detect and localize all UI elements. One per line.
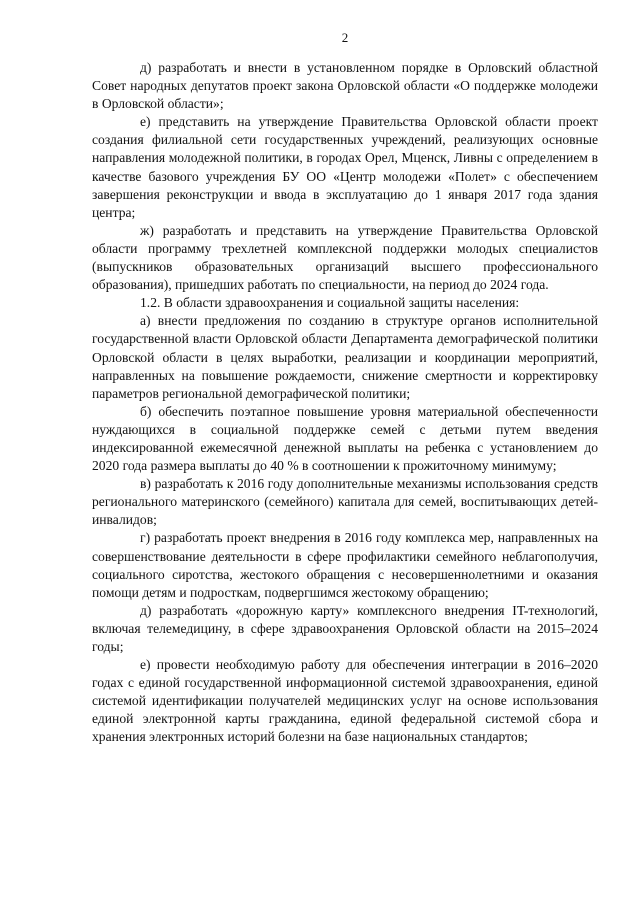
paragraph-e-health-integration: е) провести необходимую работу для обеспечения интеграции в 2016–2020 годах с единой государственной информационной системой здравоохранения, единой системой идентификации получателей медицинских услуг на основе использования единой электронной карты гражданина, единой федеральной системой сбора и хранения электронных историй болезни на базе национальных стандартов; (92, 657, 598, 745)
paragraph-b-family-support: б) обеспечить поэтапное повышение уровня материальной обеспеченности нуждающихся в социальной поддержке семей с детьми путем введения индексированной ежемесячной денежной выплаты на ребенка с установлением до 2020 года размера выплаты до 40 % в соотношении к прожиточному минимуму; (92, 403, 598, 474)
page-number: 2 (341, 30, 349, 45)
paragraph-e-youth-network: е) представить на утверждение Правительства Орловской области проект создания филиальной сети государственных учреждений, реализующих основные направления молодежной политики, в городах Орел, Мценск, Ливны с определением в качестве базового учреждения БУ ОО «Центр молодежи «Полет» с обеспечением завершения реконструкции и ввода в эксплуатацию до 1 января 2017 года здания центра; (92, 114, 598, 220)
paragraph-d-it-roadmap: д) разработать «дорожную карту» комплексного внедрения IT-технологий, включая телемедицину, в сфере здравоохранения Орловской области на 2015–2024 годы; (92, 602, 598, 654)
paragraph-zh-young-specialists: ж) разработать и представить на утверждение Правительства Орловской области программу трехлетней комплексной поддержки молодых специалистов (выпускников образовательных организаций высшего профессионального образования), пришедших работать по специальности, на период до 2024 года. (92, 222, 598, 293)
paragraph-g-child-protection: г) разработать проект внедрения в 2016 году комплекса мер, направленных на совершенствование деятельности в сфере профилактики семейного неблагополучия, социального сиротства, жестокого обращения с несовершеннолетними и оказания помощи детям и подросткам, подвергшимся жестокому обращению; (92, 530, 598, 600)
section-heading-healthcare: 1.2. В области здравоохранения и социальной защиты населения: (140, 295, 520, 311)
paragraph-v-maternity-capital: в) разработать к 2016 году дополнительные механизмы использования средств регионального материнского (семейного) капитала для семей, воспитывающих детей-инвалидов; (92, 476, 598, 528)
paragraph-a-demography-department: а) внести предложения по созданию в структуре органов исполнительной государственной власти Орловской области Департамента демографической политики Орловской области в целях выработки, реализации и координации мероприятий, направленных на повышение рождаемости, снижение смертности и корректировку параметров региональной демографической политики; (92, 313, 598, 401)
paragraph-d-youth-law: д) разработать и внести в установленном порядке в Орловский областной Совет народных депутатов проект закона Орловской области «О поддержке молодежи в Орловской области»; (92, 60, 598, 112)
document-page (92, 30, 598, 747)
